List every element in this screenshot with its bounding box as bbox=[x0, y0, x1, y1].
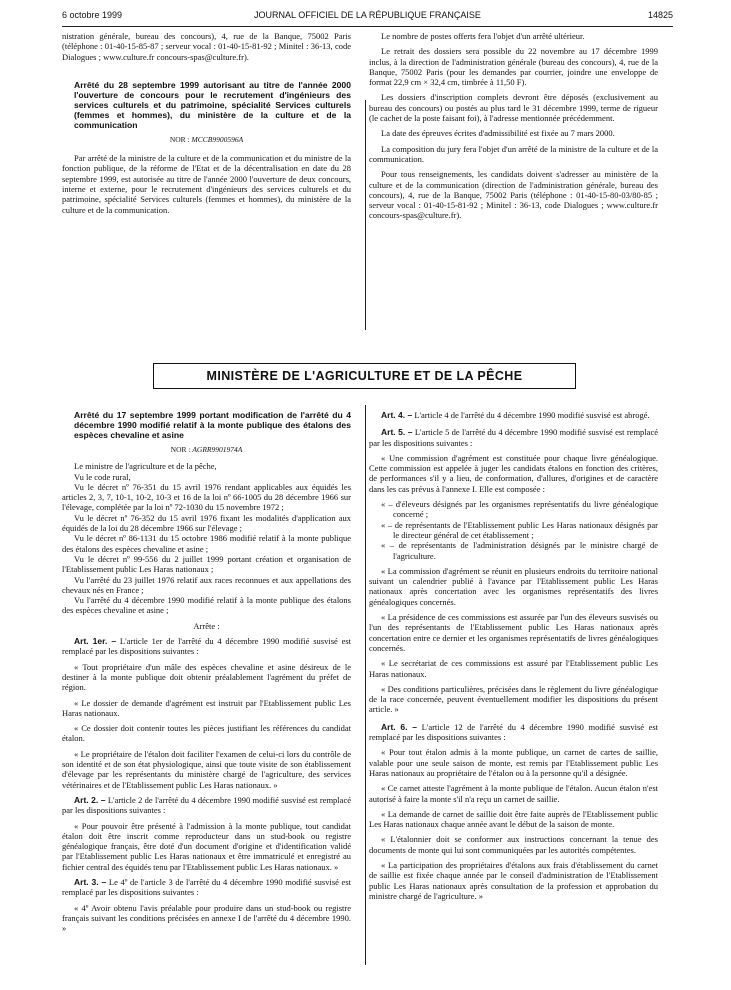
page-header bbox=[62, 10, 673, 24]
article-heading: Art. 2. – bbox=[74, 794, 106, 805]
article-text: Le 4º de l'article 3 de l'arrêté du 4 décembre 1990 modifié susvisé est remplacé par les dispositions suivantes : bbox=[62, 876, 351, 898]
article-text: L'article 1er de l'arrêté du 4 décembre 1990 modifié susvisé est remplacé par les dispositions suivantes : bbox=[62, 636, 352, 657]
article-3 bbox=[62, 877, 351, 898]
paragraph: « La présidence de ces commissions est assurée par l'un des éleveurs susvisés ou l'un des représentants de l'Etablissement public Les Haras nationaux après concertation entre ce dernier et les organismes représentatifs de livres généalogiques concernés. bbox=[369, 612, 658, 653]
paragraph: La composition du jury fera l'objet d'un arrêté de la ministre de la culture et de la communication. bbox=[369, 143, 658, 164]
article-1 bbox=[62, 636, 351, 657]
paragraph: Pour tous renseignements, les candidats doivent s'adresser au ministère de la culture et de la communication (direction de l'administration générale, bureau des concours), 4, rue de la Banque, 75002 Paris (téléphone : 01-40-15-80-03/80-85 ; serveur vocal : 01-40-15-81-92 ; Minitel : 36-13, code Dialogues ; www.culture.fr concours-spas@culture.fr). bbox=[369, 169, 658, 221]
article-heading: Art. 3. – bbox=[74, 876, 107, 887]
paragraph: « Le propriétaire de l'étalon doit faciliter l'examen de celui-ci lors du contrôle de son identité et de son état physiologique, ainsi que toute visite de son établissement d'élevage par les représentants du ministère chargé de l'agriculture, des services vétérinaires et de l'Etablissement public Les Haras nationaux. » bbox=[62, 748, 351, 790]
paragraph: nistration générale, bureau des concours), 4, rue de la Banque, 75002 Paris (téléphone : 01-40-15-85-87 ; serveur vocal : 01-40-15-81-92 ; Minitel : 36-13, code Dialogues ; www.culture.fr concours-spas@culture.fr). bbox=[62, 31, 351, 62]
paragraph: Vu le décret nº 76-352 du 15 avril 1976 fixant les modalités d'application aux équidés de la loi du 28 décembre 1966 sur l'élevage ; bbox=[62, 512, 351, 534]
paragraph: Vu l'arrêté du 23 juillet 1976 relatif aux races reconnues et aux appellations des chevaux nés en France ; bbox=[62, 574, 351, 595]
article-text: L'article 12 de l'arrêté du 4 décembre 1990 modifié susvisé est remplacé par les dispositions suivantes : bbox=[369, 721, 659, 743]
paragraph: Les dossiers d'inscription complets devront être déposés (exclusivement au bureau des concours) ou postés au plus tard le 31 décembre 1999, terme de rigueur (le cachet de la poste faisant foi), à l'adresse mentionnée précédemment. bbox=[369, 92, 658, 124]
article-4 bbox=[369, 410, 658, 420]
paragraph: « 4º Avoir obtenu l'avis préalable pour produire dans un stud-book ou registre français suivant les conditions précisées en annexe I de l'arrêté du 4 décembre 1990. » bbox=[62, 902, 351, 934]
paragraph: « La participation des propriétaires d'étalons aux frais d'établissement du carnet de saillie est fixée chaque année par le conseil d'administration de l'Etablissement public Les Haras nationaux après consultation de la profession et approbation du ministre chargé de l'agriculture. » bbox=[369, 859, 658, 901]
bottom-left-column bbox=[62, 410, 351, 933]
paragraph: « Des conditions particulières, précisées dans le règlement du livre généalogique de la race concernée, peuvent éventuellement modifier les dispositions du présent article. » bbox=[369, 683, 658, 715]
paragraph: Par arrêté de la ministre de la culture et de la communication et du ministre de la fonction publique, de la réforme de l'Etat et de la décentralisation en date du 28 septembre 1999, est autorisée au titre de l'année 2000 l'ouverture de deux concours, interne et externe, pour le recrutement d'ingénieurs des services culturels et du patrimoine, spécialité Services culturels (femmes et hommes), du ministère de la culture et de la communication. bbox=[62, 153, 351, 215]
article-heading: Art. 1er. – bbox=[74, 636, 117, 647]
nor-code: AGRR9901974A bbox=[192, 445, 243, 454]
header-date: 6 octobre 1999 bbox=[62, 10, 123, 20]
article-heading: Art. 5. – bbox=[381, 427, 413, 438]
article-text: L'article 5 de l'arrêté du 4 décembre 1990 modifié susvisé est remplacé par les dispositions suivantes : bbox=[369, 427, 658, 448]
ministry-banner: MINISTÈRE DE L'AGRICULTURE ET DE LA PÊCHE bbox=[153, 363, 576, 389]
header-page-number: 14825 bbox=[647, 10, 673, 20]
column-divider bbox=[365, 405, 366, 965]
paragraph: Vu le décret nº 76-351 du 15 avril 1976 rendant applicables aux équidés les articles 2, 3, 7, 10-1, 10-2, 10-3 et 16 de la loi nº 66-1005 du 28 décembre 1966 sur l'élevage, complétée par la loi nº 72-1030 du 15 novembre 1972 ; bbox=[62, 481, 351, 513]
paragraph: Vu le décret nº 86-1131 du 15 octobre 1986 modifié relatif à la monte publique des étalons des espèces chevaline et asine ; bbox=[62, 533, 351, 554]
paragraph: La date des épreuves écrites d'admissibilité est fixée au 7 mars 2000. bbox=[381, 128, 615, 139]
list-item: « – d'éleveurs désignés par les organismes représentatifs du livre généalogique concerné ; bbox=[381, 499, 658, 520]
paragraph: « L'étalonnier doit se conformer aux instructions concernant la tenue des documents de monte qui lui sont communiquées par les autorités compétentes. bbox=[369, 834, 658, 855]
top-right-column bbox=[369, 31, 658, 221]
article-text: L'article 4 de l'arrêté du 4 décembre 1990 modifié susvisé est abrogé. bbox=[414, 410, 650, 420]
paragraph: « Pour tout étalon admis à la monte publique, un carnet de cartes de saillie, valable pour une seule saison de monte, est remis par l'Etablissement public Les Haras nationaux au propriétaire de l'étalon ou à la personne qu'il a désignée. bbox=[369, 747, 658, 778]
nor-reference bbox=[62, 135, 351, 145]
header-rule bbox=[62, 26, 673, 27]
article-text: L'article 2 de l'arrêté du 4 décembre 1990 modifié susvisé est remplacé par les dispositions suivantes : bbox=[62, 794, 351, 816]
paragraph: « Tout propriétaire d'un mâle des espèces chevaline et asine désireux de le destiner à la monte publique doit obtenir préalablement l'agrément du préfet de région. bbox=[62, 661, 351, 693]
paragraph: « Ce carnet atteste l'agrément à la monte publique de l'étalon. Aucun étalon n'est autorisé à faire la monte s'il n'a reçu un carnet de saillie. bbox=[369, 783, 658, 804]
paragraph: Vu l'arrêté du 4 décembre 1990 modifié relatif à la monte publique des étalons des espèces chevaline et asine ; bbox=[62, 595, 351, 616]
column-divider bbox=[365, 100, 366, 330]
list-item: « – de représentants de l'administration désignés par le ministre chargé de l'agriculture. bbox=[381, 540, 658, 561]
paragraph: « Une commission d'agrément est constituée pour chaque livre généalogique. Cette commission est appelée à juger les candidats étalons en fonction des critères, de performances s'il y a lieu, de conformation, d'allures, d'origines et de caractère dans les cas prévus à l'annexe I. Elle est composée : bbox=[369, 452, 658, 494]
paragraph: « Pour pouvoir être présenté à l'admission à la monte publique, tout candidat étalon doit être inscrit comme reproducteur dans un stud-book ou registre généalogique français, être doté d'un document d'origine et d'identification validé par l'Etablissement public Les Haras nationaux et être immatriculé et enregistré au fichier central des équidés tenu par l'Etablissement public Les Haras nationaux. » bbox=[62, 820, 351, 872]
header-journal-title: JOURNAL OFFICIEL DE LA RÉPUBLIQUE FRANÇAISE bbox=[254, 10, 481, 20]
nor-reference bbox=[62, 445, 351, 455]
paragraph: Le retrait des dossiers sera possible du 22 novembre au 17 décembre 1999 inclus, à la direction de l'administration générale (bureau des concours), 4, rue de la Banque, 75002 Paris (pour les demandes par courrier, joindre une enveloppe de format 22,9 cm × 32,4 cm, timbrée à 11,50 F). bbox=[369, 46, 658, 88]
list-item: « – de représentants de l'Etablissement public Les Haras nationaux désignés par le directeur général de cet établissement ; bbox=[381, 519, 658, 540]
paragraph: Vu le code rural, bbox=[74, 471, 131, 482]
arrete-heading: Arrête : bbox=[193, 620, 220, 631]
nor-label: NOR : bbox=[169, 134, 190, 144]
top-left-column bbox=[62, 31, 351, 215]
paragraph: Le ministre de l'agriculture et de la pêche, bbox=[74, 461, 217, 472]
paragraph: « Ce dossier doit contenir toutes les pièces justifiant les références du candidat étalon. bbox=[62, 723, 351, 744]
nor-label: NOR : bbox=[170, 445, 191, 454]
article-2 bbox=[62, 795, 351, 816]
article-5 bbox=[369, 427, 658, 448]
decree-title: Arrêté du 17 septembre 1999 portant modification de l'arrêté du 4 décembre 1990 modifié relatif à la monte publique des étalons des espèces chevaline et asine bbox=[74, 410, 351, 440]
article-heading: Art. 6. – bbox=[381, 721, 418, 732]
paragraph: « Le secrétariat de ces commissions est assuré par l'Etablissement public Les Haras nationaux. bbox=[369, 658, 658, 679]
nor-code: MCCB9900596A bbox=[191, 134, 244, 144]
paragraph: « La demande de carnet de saillie doit être faite auprès de l'Etablissement public Les Haras nationaux chaque année avant le début de la saison de monte. bbox=[369, 808, 658, 830]
paragraph: Le nombre de postes offerts fera l'objet d'un arrêté ultérieur. bbox=[381, 31, 585, 41]
decree-title: Arrêté du 28 septembre 1999 autorisant au titre de l'année 2000 l'ouverture de concours pour le recrutement d'ingénieurs des services culturels et du patrimoine, spécialité Services culturels (femmes et hommes), du ministère de la culture et de la communication bbox=[74, 79, 351, 130]
article-heading: Art. 4. – bbox=[381, 410, 413, 420]
article-6 bbox=[369, 722, 658, 743]
bottom-right-column bbox=[369, 410, 658, 901]
paragraph: « Le dossier de demande d'agrément est instruit par l'Etablissement public Les Haras nationaux. bbox=[62, 697, 351, 718]
paragraph: Vu le décret nº 99-556 du 2 juillet 1999 portant création et organisation de l'Etablissement public Les Haras nationaux ; bbox=[62, 553, 351, 575]
paragraph: « La commission d'agrément se réunit en plusieurs endroits du territoire national suivant un calendrier publié à l'avance par l'Etablissement public Les Haras nationaux après concertation avec les organismes représentatifs des livres généalogiques concernés. bbox=[369, 565, 658, 607]
